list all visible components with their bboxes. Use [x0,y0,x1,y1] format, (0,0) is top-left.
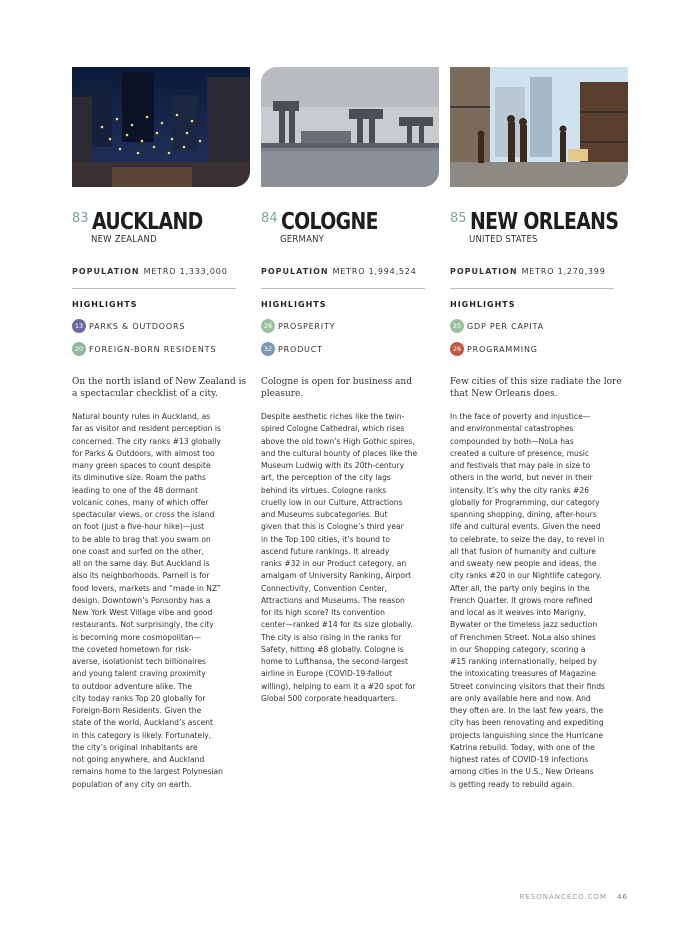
highlights-list [261,319,439,356]
page-footer [519,893,628,901]
rank-badge: 20 [72,342,86,356]
divider [450,288,614,289]
highlight-item [450,342,628,356]
population-label: POPULATION [450,267,518,276]
highlight-item [261,319,439,333]
country-name: NEW ZEALAND [91,234,157,245]
highlights-heading: HIGHLIGHTS [261,300,327,309]
highlight-label: PARKS & OUTDOORS [89,321,186,331]
city-rank: 84 [261,211,278,226]
highlight-label: PROSPERITY [278,321,336,331]
population-value: METRO 1,333,000 [143,267,228,276]
highlight-item [72,319,250,333]
highlights-heading: HIGHLIGHTS [72,300,138,309]
divider [72,288,236,289]
highlights-list [450,319,628,356]
population-line [261,267,439,276]
population-line [450,267,628,276]
city-name: NEW ORLEANS [469,209,618,235]
rank-badge: 13 [72,319,86,333]
highlight-item [450,319,628,333]
city-column-new-orleans [450,67,628,791]
highlight-label: GDP PER CAPITA [467,321,544,331]
divider [261,288,425,289]
footer-site[interactable]: RESONANCECO.COM [519,893,608,901]
population-value: METRO 1,994,524 [332,267,417,276]
rank-badge: 28 [261,319,275,333]
rank-badge: 25 [450,319,464,333]
population-value: METRO 1,270,399 [521,267,606,276]
intro-text: On the north island of New Zealand is a spectacular checklist of a city. [72,377,247,399]
city-rank: 85 [450,211,467,226]
population-line [72,267,250,276]
highlight-item [261,342,439,356]
city-column-cologne [261,67,439,705]
highlights-list [72,319,250,356]
city-title [450,209,628,235]
body-text: In the face of poverty and injustice— and environmental catastrophes compounded by both—NoLa has created a culture of presence, music and festivals that may pale in size to others in the world, but never in their intensity. It’s why the city ranks #26 globally for Programming, our category spanning shopping, dining, after-hours life and cultural events. Given the need to celebrate, to seize the day, to revel in all that fusion of humanity and culture and sweaty new people and ideas, the city ranks #20 in our Nightlife category. After all, the party only begins in the French Quarter. It grows more refined and local as it weaves into Marigny, Bywater or the timeless jazz seduction of Frenchmen Street. NoLa also shines in our Shopping category, scoring a #15 ranking internationally, helped by the intoxicating treasures of Magazine Street convincing visitors that their finds are only available here and now. And they often are. In the last few years, the city has been renovating and expediting projects languishing since the Hurricane Katrina rebuild. Today, with one of the highest rates of COVID-19 infections among cities in the U.S., New Orleans is getting ready to rebuild again. [450,412,605,789]
city-title [72,209,250,235]
rank-badge: 32 [261,342,275,356]
city-column-auckland [72,67,250,791]
highlight-label: FOREIGN-BORN RESIDENTS [89,344,217,354]
highlights-heading: HIGHLIGHTS [450,300,516,309]
city-name: AUCKLAND [91,209,203,235]
cologne-photo [261,67,439,187]
highlight-label: PRODUCT [278,344,323,354]
rank-badge: 26 [450,342,464,356]
intro-text: Few cities of this size radiate the lore that New Orleans does. [450,377,622,399]
highlight-label: PROGRAMMING [467,344,538,354]
city-rank: 83 [72,211,89,226]
country-name: UNITED STATES [469,234,538,245]
body-text: Despite aesthetic riches like the twin- spired Cologne Cathedral, which rises above the old town’s High Gothic spires, and the cultural bounty of places like the Museum Ludwig with its 20th-century art, the perception of the city lags behind its virtues. Cologne ranks cruelly low in our Culture, Attractions and Museums subcategories. But given that this is Cologne’s third year in the Top 100 cities, it’s bound to ascend future rankings. It already ranks #32 in our Product category, an amalgam of University Ranking, Airport Connectivity, Convention Center, Attractions and Museums. The reason for its high score? Its convention center—ranked #14 for its size globally. The city is also rising in the ranks for Safety, hitting #8 globally. Cologne is home to Lufthansa, the second-largest airline in Europe (COVID-19-fallout willing), helping to earn it a #20 spot for Global 500 corporate headquarters. [261,412,418,703]
auckland-photo [72,67,250,187]
population-label: POPULATION [72,267,140,276]
population-label: POPULATION [261,267,329,276]
intro-text: Cologne is open for business and pleasure. [261,377,412,399]
page-number: 46 [617,893,628,901]
body-text: Natural bounty rules in Auckland, as far as visitor and resident perception is concerned. The city ranks #13 globally for Parks & Outdoors, with almost too many green spaces to count despite its diminutive size. Roam the paths leading to one of the 48 dormant volcanic cones, many of which offer spectacular views, or cross the island on foot (just a five-hour hike)—just to be able to brag that you swam on one coast and surfed on the other, all on the same day. But Auckland is also its neighborhoods. Parnell is for food lovers, markets and “made in NZ” design. Downtown’s Ponsonby has a New York West Village vibe and good restaurants. Not surprisingly, the city is becoming more cosmopolitan— the coveted hometown for risk- averse, isolationist tech billionaires and young talent craving proximity to outdoor adventure alike. The city today ranks Top 20 globally for Foreign-Born Residents. Given the state of the world, Auckland’s ascent in this category is likely. Fortunately, the city’s original inhabitants are not going anywhere, and Auckland remains home to the largest Polynesian population of any city on earth. [72,412,223,789]
city-name: COLOGNE [280,209,378,235]
new-orleans-photo [450,67,628,187]
city-title [261,209,439,235]
highlight-item [72,342,250,356]
country-name: GERMANY [280,234,325,245]
